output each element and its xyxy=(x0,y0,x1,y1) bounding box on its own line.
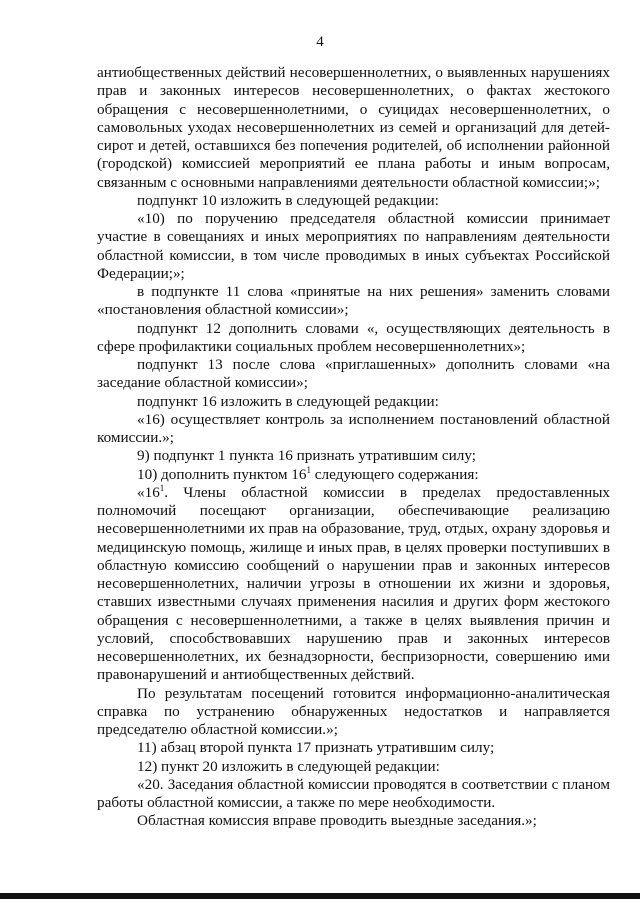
superscript: 1 xyxy=(306,464,311,475)
page-number: 4 xyxy=(316,34,324,50)
document-body xyxy=(97,64,610,831)
paragraph: антиобщественных действий несовершеннолетних, о выявленных нарушениях прав и законных интересов несовершеннолетних, о фактах жестокого обращения с несовершеннолетними, о суицидах несовершеннолетних, о самовольных уходах несовершеннолетних из семей и организаций для детей-сирот и детей, оставшихся без попечения родителей, об исполнении районной (городской) комиссией мероприятий ее плана работы и иным вопросам, связанным с основными направлениями деятельности областной комиссии;»; xyxy=(97,64,610,191)
paragraph: «20. Заседания областной комиссии проводятся в соответствии с планом работы областной комиссии, а также по мере необходимости. xyxy=(97,775,610,811)
paragraph: 11) абзац второй пункта 17 признать утратившим силу; xyxy=(137,739,495,757)
paragraph: «$16^1$. Члены областной комиссии в пределах предоставленных полномочий посещают организации, обеспечивающие реализацию несовершеннолетними их прав на образование, труд, отдых, охрану здоровья и медицинскую помощь, жилище и иных прав, в целях проверки поступивших в областную комиссию сообщений о нарушении прав и законных интересов несовершеннолетних, наличии угрозы в отношении их жизни и здоровья, ставших известными случаях применения насилия и других форм жестокого обращения с несовершеннолетними, а также в целях выявления причин и условий, способствовавших нарушению прав и законных интересов несовершеннолетних, их безнадзорности, беспризорности, совершению ими правонарушений и антиобщественных действий. xyxy=(97,482,610,684)
paragraph: «16) осуществляет контроль за исполнением постановлений областной комиссии.»; xyxy=(97,410,610,446)
paragraph: в подпункте 11 слова «принятые на них решения» заменить словами «постановления областной комиссии»; xyxy=(97,283,610,319)
paragraph: 10) дополнить пунктом $16^1$ следующего содержания: xyxy=(137,464,479,483)
superscript: 1 xyxy=(159,482,165,493)
paragraph: Областная комиссия вправе проводить выездные заседания.»; xyxy=(137,812,537,830)
paragraph: 12) пункт 20 изложить в следующей редакции: xyxy=(137,757,440,775)
paragraph: подпункт 12 дополнить словами «, осуществляющих деятельность в сфере профилактики социальных проблем несовершеннолетних»; xyxy=(97,319,610,355)
paragraph: подпункт 16 изложить в следующей редакции: xyxy=(137,392,439,410)
paragraph: подпункт 13 после слова «приглашенных» дополнить словами «на заседание областной комиссии»; xyxy=(97,356,610,392)
paragraph: «10) по поручению председателя областной комиссии принимает участие в совещаниях и иных мероприятиях по направлениям деятельности областной комиссии, в том числе проводимых в иных субъектах Российской Федерации;»; xyxy=(97,210,610,282)
paragraph: подпункт 10 изложить в следующей редакции: xyxy=(137,191,439,209)
scan-border xyxy=(0,893,640,899)
paragraph: 9) подпункт 1 пункта 16 признать утратившим силу; xyxy=(137,447,476,465)
paragraph: По результатам посещений готовится информационно-аналитическая справка по устранению обнаруженных недостатков и направляется председателю областной комиссии.»; xyxy=(97,684,610,738)
